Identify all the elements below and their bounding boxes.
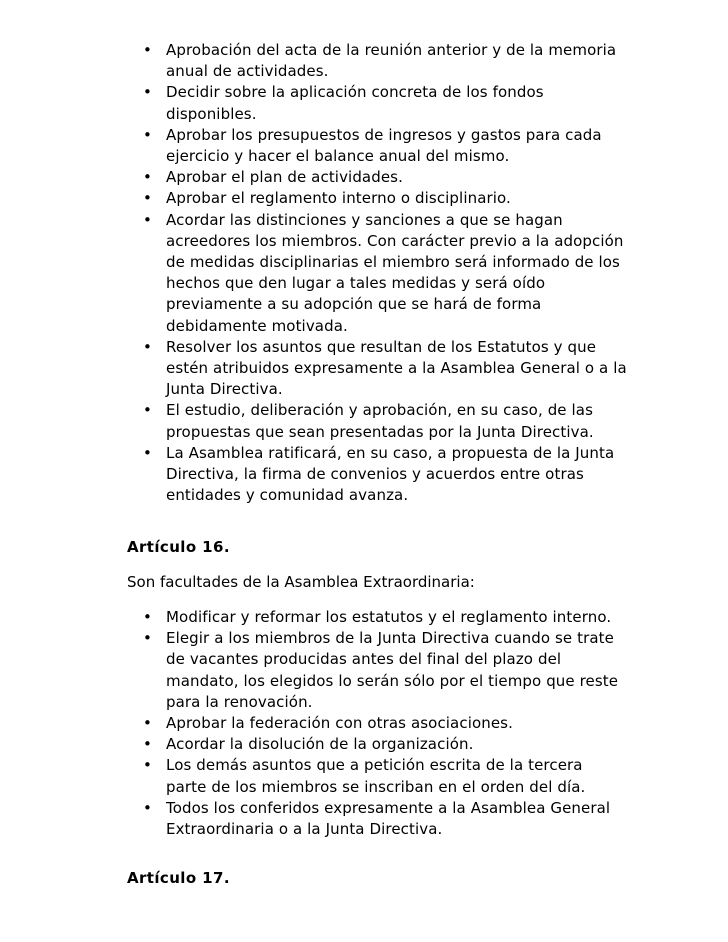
- list-item-line: Directiva, la firma de convenios y acuerdos entre otras: [166, 465, 584, 484]
- list-item: [0, 188, 606, 209]
- list-item-line: Todos los conferidos expresamente a la Asamblea General: [166, 798, 611, 817]
- list-item: [0, 40, 617, 82]
- bullet-icon: •: [143, 401, 152, 420]
- bullet-icon: •: [143, 443, 152, 462]
- list-item-line: Elegir a los miembros de la Junta Directiva cuando se trate: [166, 629, 614, 648]
- list-item-line: Resolver los asuntos que resultan de los Estatutos y que: [166, 337, 597, 356]
- list-item-line: Aprobar la federación con otras asociaciones.: [166, 714, 513, 733]
- list-item-line: para la renovación.: [166, 692, 313, 711]
- bullet-icon: •: [143, 714, 152, 733]
- list-item-line: Acordar la disolución de la organización.: [166, 735, 474, 754]
- bullet-icon: •: [143, 210, 152, 229]
- list-item-line: Acordar las distinciones y sanciones a que se hagan: [166, 210, 563, 229]
- extraordinary-assembly-powers-list: [0, 607, 728, 840]
- bullet-icon: •: [143, 337, 152, 356]
- list-item-line: Extraordinaria o a la Junta Directiva.: [166, 820, 443, 839]
- list-item: [0, 755, 606, 797]
- assembly-powers-list: [0, 40, 728, 506]
- list-item-line: Modificar y reformar los estatutos y el reglamento interno.: [166, 608, 612, 626]
- list-item-line: Aprobar los presupuestos de ingresos y gastos para cada: [166, 125, 602, 144]
- list-item-line: Aprobación del acta de la reunión anterior y de la memoria: [166, 41, 617, 59]
- list-item-line: anual de actividades.: [166, 62, 329, 81]
- list-item: [0, 443, 615, 507]
- list-item-line: Junta Directiva.: [166, 380, 283, 399]
- list-item-line: hechos que den lugar a tales medidas y será oído: [166, 274, 546, 293]
- bullet-icon: •: [143, 629, 152, 648]
- list-item-line: debidamente motivada.: [166, 316, 348, 335]
- list-item: [0, 82, 606, 124]
- article-16-heading: Artículo 16.: [127, 538, 230, 556]
- bullet-icon: •: [143, 83, 152, 102]
- list-item-line: El estudio, deliberación y aprobación, en su caso, de las: [166, 401, 593, 420]
- list-item: [0, 337, 627, 401]
- list-item-line: ejercicio y hacer el balance anual del mismo.: [166, 147, 510, 166]
- article-17-heading: Artículo 17.: [127, 869, 230, 887]
- list-item-line: previamente a su adopción que se hará de forma: [166, 295, 542, 314]
- article-16-intro: Son facultades de la Asamblea Extraordinaria:: [127, 573, 475, 591]
- list-item-line: Los demás asuntos que a petición escrita de la tercera: [166, 756, 583, 775]
- list-item-line: entidades y comunidad avanza.: [166, 486, 409, 505]
- list-item-line: de vacantes producidas antes del final del plazo del: [166, 650, 562, 669]
- list-item: [0, 125, 606, 167]
- list-item-line: La Asamblea ratificará, en su caso, a propuesta de la Junta: [166, 443, 615, 462]
- bullet-icon: •: [143, 168, 152, 187]
- bullet-icon: •: [143, 608, 152, 626]
- list-item: [0, 210, 624, 337]
- list-item-line: Aprobar el reglamento interno o disciplinario.: [166, 189, 511, 208]
- list-item-line: Decidir sobre la aplicación concreta de los fondos: [166, 83, 544, 102]
- list-item-line: mandato, los elegidos lo serán sólo por el tiempo que reste: [166, 671, 619, 690]
- list-item: [0, 167, 606, 188]
- list-item: [0, 734, 606, 755]
- list-item-line: Aprobar el plan de actividades.: [166, 168, 403, 187]
- list-item: [0, 400, 606, 442]
- list-item-line: acreedores los miembros. Con carácter previo a la adopción: [166, 231, 624, 250]
- bullet-icon: •: [143, 189, 152, 208]
- list-item-line: disponibles.: [166, 104, 257, 123]
- bullet-icon: •: [143, 41, 152, 59]
- list-item: [0, 628, 619, 713]
- bullet-icon: •: [143, 735, 152, 754]
- list-item-line: parte de los miembros se inscriban en el orden del día.: [166, 777, 586, 796]
- list-item: [0, 607, 612, 628]
- list-item-line: de medidas disciplinarias el miembro será informado de los: [166, 253, 620, 272]
- list-item-line: propuestas que sean presentadas por la Junta Directiva.: [166, 422, 594, 441]
- list-item: [0, 713, 606, 734]
- bullet-icon: •: [143, 756, 152, 775]
- list-item: [0, 798, 611, 840]
- bullet-icon: •: [143, 125, 152, 144]
- list-item-line: estén atribuidos expresamente a la Asamblea General o a la: [166, 359, 627, 378]
- bullet-icon: •: [143, 798, 152, 817]
